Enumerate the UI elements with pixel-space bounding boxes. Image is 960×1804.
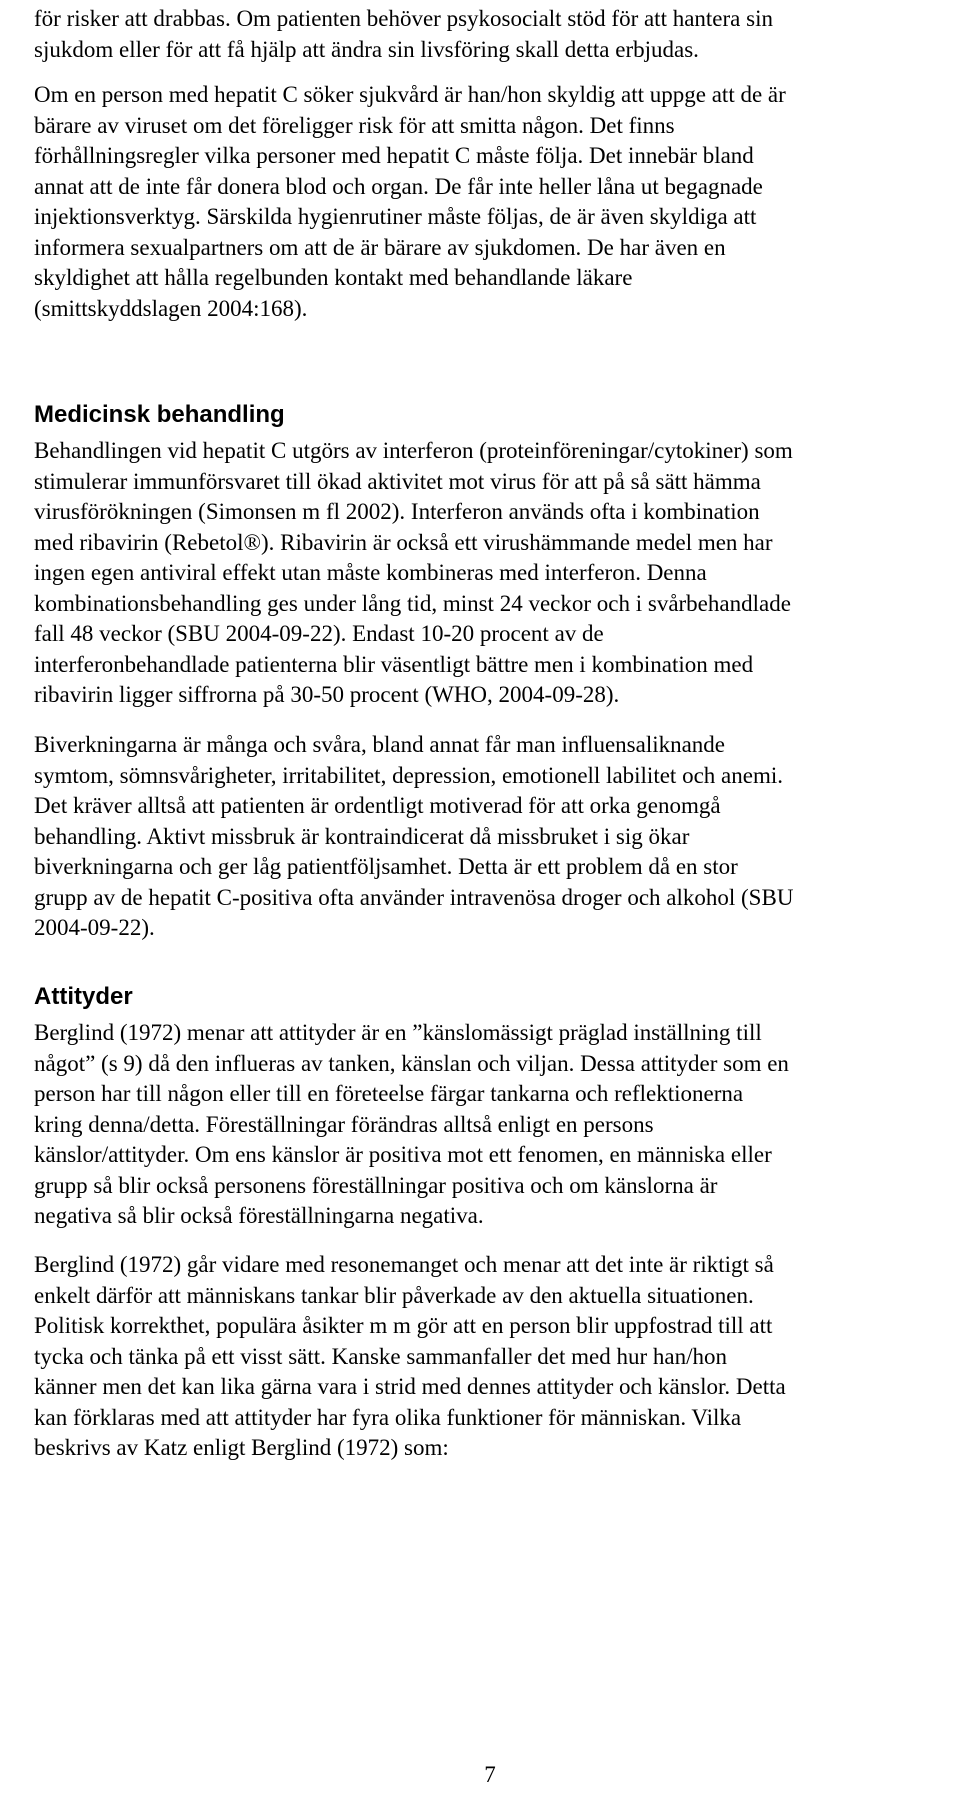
heading-attitudes: Attityder	[34, 983, 133, 1010]
paragraph-attitudes-definition: Berglind (1972) menar att attityder är en ”känslomässigt präglad inställning till något” (s 9) då den influeras av tanken, känslan och viljan. Dessa attityder som en person har till någon eller till en företeelse färgar tankarna och reflektionerna kring denna/detta. Föreställningar förändras alltså enligt en persons känslor/attityder. Om ens känslor är positiva mot ett fenomen, en människa eller grupp så blir också personens föreställningar positiva och om känslorna är negativa så blir också föreställningarna negativa.	[34, 1020, 789, 1228]
paragraph-treatment: Behandlingen vid hepatit C utgörs av interferon (proteinföreningar/cytokiner) som stimulerar immunförsvaret till ökad aktivitet mot virus för att på så sätt hämma virusförökningen (Simonsen m fl 2002). Interferon används ofta i kombination med ribavirin (Rebetol®). Ribavirin är också ett virushämmande medel men har ingen egen antiviral effekt utan måste kombineras med interferon. Denna kombinationsbehandling ges under lång tid, minst 24 veckor och i svårbehandlade fall 48 veckor (SBU 2004-09-22). Endast 10-20 procent av de interferonbehandlade patienterna blir väsentligt bättre men i kombination med ribavirin ligger siffrorna på 30-50 procent (WHO, 2004-09-28).	[34, 438, 793, 707]
paragraph-side-effects: Biverkningarna är många och svåra, bland annat får man influensaliknande symtom, sömnsvårigheter, irritabilitet, depression, emotionell labilitet och anemi. Det kräver alltså att patienten är ordentligt motiverad för att orka genomgå behandling. Aktivt missbruk är kontraindicerat då missbruket i sig ökar biverkningarna och ger låg patientföljsamhet. Detta är ett problem då en stor grupp av de hepatit C-positiva ofta använder intravenösa droger och alkohol (SBU 2004-09-22).	[34, 732, 794, 940]
paragraph-psychosocial-support: för risker att drabbas. Om patienten behöver psykosocialt stöd för att hantera sin sjukdom eller för att få hjälp att ändra sin livsföring skall detta erbjudas.	[34, 6, 773, 62]
heading-medical-treatment: Medicinsk behandling	[34, 401, 285, 428]
paragraph-attitudes-functions: Berglind (1972) går vidare med resonemanget och menar att det inte är riktigt så enkelt därför att människans tankar blir påverkade av den aktuella situationen. Politisk korrekthet, populära åsikter m m gör att en person blir uppfostrad till att tycka och tänka på ett visst sätt. Kanske sammanfaller det med hur han/hon känner men det kan lika gärna vara i strid med dennes attityder och känslor. Detta kan förklaras med att attityder har fyra olika funktioner för människan. Vilka beskrivs av Katz enligt Berglind (1972) som:	[34, 1252, 786, 1460]
paragraph-obligations: Om en person med hepatit C söker sjukvård är han/hon skyldig att uppge att de är bärare av viruset om det föreligger risk för att smitta någon. Det finns förhållningsregler vilka personer med hepatit C måste följa. Det innebär bland annat att de inte får donera blod och organ. De får inte heller låna ut begagnade injektionsverktyg. Särskilda hygienrutiner måste följas, de är även skyldiga att informera sexualpartners om att de är bärare av sjukdomen. De har även en skyldighet att hålla regelbunden kontakt med behandlande läkare (smittskyddslagen 2004:168).	[34, 82, 786, 321]
page-number: 7	[484, 1762, 496, 1787]
